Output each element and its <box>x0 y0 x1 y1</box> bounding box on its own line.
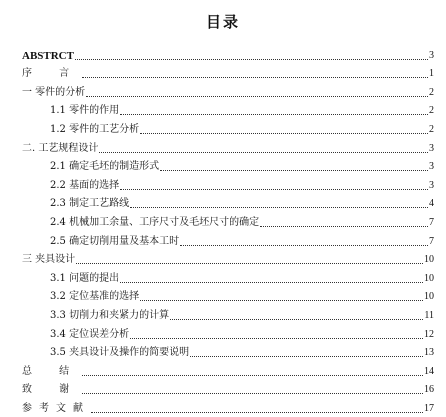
toc-entry[interactable] <box>22 80 434 99</box>
toc-entry[interactable] <box>22 117 434 136</box>
toc-entry[interactable] <box>22 303 434 322</box>
toc-page-number: 2 <box>429 123 434 135</box>
toc-page-number: 16 <box>424 384 434 396</box>
toc-entry-title: 二. 工艺规程设计 <box>22 142 99 154</box>
toc-dot-leader <box>140 299 423 301</box>
toc-entry-title: 3.4 定位误差分析 <box>50 328 130 340</box>
toc-entry-title: 总 结 <box>22 365 82 377</box>
toc-entry[interactable] <box>22 173 434 192</box>
toc-dot-leader <box>120 281 423 283</box>
toc-page-number: 13 <box>424 347 434 359</box>
toc-entry-title: 3.5 夹具设计及操作的简要说明 <box>50 347 190 359</box>
toc-page-number: 2 <box>429 86 434 98</box>
toc-entry[interactable] <box>22 192 434 211</box>
toc-entry[interactable] <box>22 210 434 229</box>
toc-entry-title: 致 谢 <box>22 384 82 396</box>
toc-dot-leader <box>76 262 423 264</box>
toc-entry[interactable] <box>22 378 434 397</box>
toc-entry[interactable] <box>22 155 434 174</box>
toc-dot-leader <box>140 132 428 134</box>
toc-entry-title: 2.3 制定工艺路线 <box>50 198 130 210</box>
toc-dot-leader <box>86 95 428 97</box>
table-of-contents <box>22 43 434 415</box>
toc-entry-title: 一 零件的分析 <box>22 86 86 98</box>
toc-entry[interactable] <box>22 136 434 155</box>
toc-entry[interactable] <box>22 285 434 304</box>
toc-dot-leader <box>190 355 423 357</box>
toc-entry-title: 2.2 基面的选择 <box>50 179 120 191</box>
toc-page-number: 7 <box>429 216 434 228</box>
toc-page-number: 10 <box>424 272 434 284</box>
toc-entry[interactable] <box>22 248 434 267</box>
toc-dot-leader <box>130 206 428 208</box>
toc-entry[interactable] <box>22 359 434 378</box>
toc-dot-leader <box>120 113 428 115</box>
toc-entry[interactable] <box>22 341 434 360</box>
toc-dot-leader <box>82 392 423 394</box>
toc-entry[interactable] <box>22 62 434 81</box>
toc-page-number: 3 <box>429 142 434 154</box>
toc-entry-title: 3.3 切削力和夹紧力的计算 <box>50 309 170 321</box>
toc-dot-leader <box>130 337 423 339</box>
toc-page-number: 4 <box>429 198 434 210</box>
toc-page-number: 17 <box>424 402 434 414</box>
toc-page-number: 2 <box>429 105 434 117</box>
toc-page-number: 10 <box>424 291 434 303</box>
toc-dot-leader <box>99 151 428 153</box>
toc-page-number: 12 <box>424 328 434 340</box>
toc-dot-leader <box>170 318 423 320</box>
toc-dot-leader <box>180 244 428 246</box>
toc-page-number: 1 <box>429 68 434 80</box>
toc-entry-title: 3.1 问题的提出 <box>50 272 120 284</box>
toc-dot-leader <box>120 188 428 190</box>
toc-entry-title: 3.2 定位基准的选择 <box>50 291 140 303</box>
toc-entry[interactable] <box>22 99 434 118</box>
toc-entry-title: 参考文献 <box>22 402 90 414</box>
toc-dot-leader <box>82 76 428 78</box>
toc-entry[interactable] <box>22 322 434 341</box>
toc-entry-title: 序 言 <box>22 68 82 80</box>
toc-dot-leader <box>91 411 423 413</box>
toc-page-number: 11 <box>424 309 434 321</box>
toc-entry-title: 三 夹具设计 <box>22 254 76 266</box>
toc-page-number: 3 <box>429 179 434 191</box>
toc-page-number: 3 <box>429 161 434 173</box>
toc-page-number: 14 <box>424 365 434 377</box>
toc-entry-title: ABSTRCT <box>22 49 74 62</box>
toc-entry[interactable] <box>22 229 434 248</box>
toc-entry-title: 2.4 机械加工余量、工序尺寸及毛坯尺寸的确定 <box>50 216 260 228</box>
toc-dot-leader <box>260 225 428 227</box>
toc-dot-leader <box>82 374 423 376</box>
toc-entry-title: 1.2 零件的工艺分析 <box>50 123 140 135</box>
toc-page-number: 10 <box>424 254 434 266</box>
toc-dot-leader <box>160 169 428 171</box>
toc-entry[interactable] <box>22 43 434 62</box>
toc-entry[interactable] <box>22 396 434 415</box>
toc-entry-title: 2.1 确定毛坯的制造形式 <box>50 161 160 173</box>
toc-entry-title: 2.5 确定切削用量及基本工时 <box>50 235 180 247</box>
toc-dot-leader <box>75 58 428 60</box>
page-title: 目录 <box>205 13 240 31</box>
toc-page-number: 7 <box>429 235 434 247</box>
toc-page-number: 3 <box>429 49 434 61</box>
toc-entry[interactable] <box>22 266 434 285</box>
toc-entry-title: 1.1 零件的作用 <box>50 105 120 117</box>
